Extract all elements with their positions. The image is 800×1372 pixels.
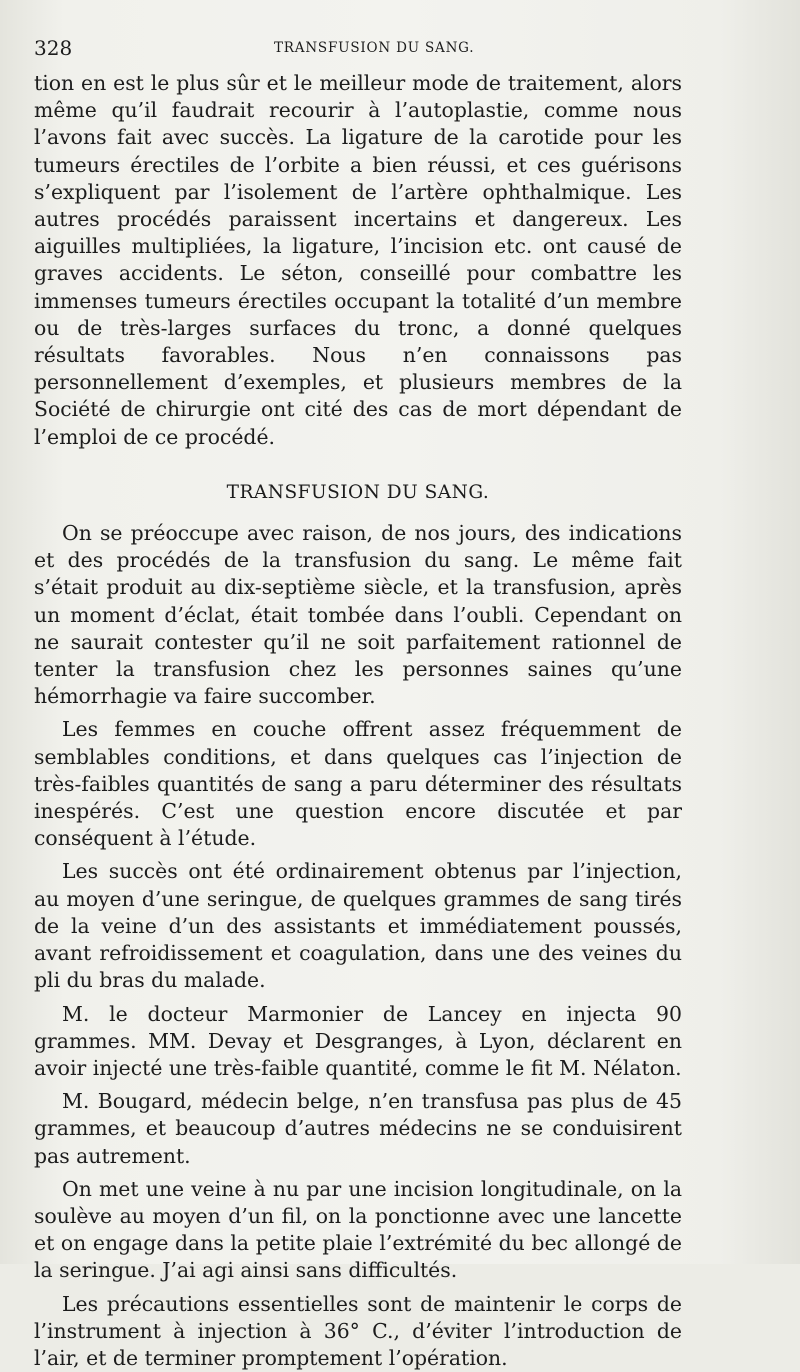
- paragraph: M. le docteur Marmonier de Lancey en injecta 90 grammes. MM. Devay et Desgranges, à Lyon, déclarent en avoir injecté une très-faible quantité, comme le fit M. Nélaton.: [34, 1001, 682, 1080]
- section-title: TRANSFUSION DU SANG.: [226, 481, 490, 503]
- page-number: 328: [34, 36, 73, 60]
- paragraph: Les femmes en couche offrent assez fréquemment de semblables conditions, et dans quelques cas l’injection de très-faibles quantités de sang a paru déterminer des résultats inespérés. C’est une question encore discutée et par conséquent à l’étude.: [34, 717, 682, 851]
- running-title: TRANSFUSION DU SANG.: [274, 40, 475, 56]
- paragraph: On se préoccupe avec raison, de nos jours, des indications et des procédés de la transfusion du sang. Le même fait s’était produit au dix-septième siècle, et la transfusion, après un moment d’éclat, était tombée dans l’oubli. Cependant on ne saurait contester qu’il ne soit parfaitement rationnel de tenter la transfusion chez les personnes saines qu’une hémorrhagie va faire succomber.: [34, 521, 682, 709]
- page-header: [34, 36, 684, 66]
- paragraph: M. Bougard, médecin belge, n’en transfusa pas plus de 45 grammes, et beaucoup d’autres médecins ne se conduisirent pas autrement.: [34, 1089, 682, 1168]
- intro-paragraph: tion en est le plus sûr et le meilleur mode de traitement, alors même qu’il faudrait recourir à l’autoplastie, comme nous l’avons fait avec succès. La ligature de la carotide pour les tumeurs érectiles de l’orbite a bien réussi, et ces guérisons s’expliquent par l’isolement de l’artère ophthalmique. Les autres procédés paraissent incertains et dangereux. Les aiguilles multipliées, la ligature, l’incision etc. ont causé de graves accidents. Le séton, conseillé pour combattre les immenses tumeurs érectiles occupant la totalité d’un membre ou de très-larges surfaces du tronc, a donné quelques résultats favorables. Nous n’en connaissons pas personnellement d’exemples, et plusieurs membres de la Société de chirurgie ont cité des cas de mort dépendant de l’emploi de ce procédé.: [34, 71, 682, 449]
- paragraph: Les succès ont été ordinairement obtenus par l’injection, au moyen d’une seringue, de quelques grammes de sang tirés de la veine d’un des assistants et immédiatement poussés, avant refroidissement et coagulation, dans une des veines du pli du bras du malade.: [34, 859, 682, 993]
- page-body: [34, 70, 682, 1372]
- paragraph: Les précautions essentielles sont de maintenir le corps de l’instrument à injection à 36° C., d’éviter l’introduction de l’air, et de terminer promptement l’opération.: [34, 1291, 682, 1370]
- paragraph: On met une veine à nu par une incision longitudinale, on la soulève au moyen d’un fil, on la ponctionne avec une lancette et on engage dans la petite plaie l’extrémité du bec allongé de la seringue. J’ai agi ainsi sans difficultés.: [34, 1176, 682, 1283]
